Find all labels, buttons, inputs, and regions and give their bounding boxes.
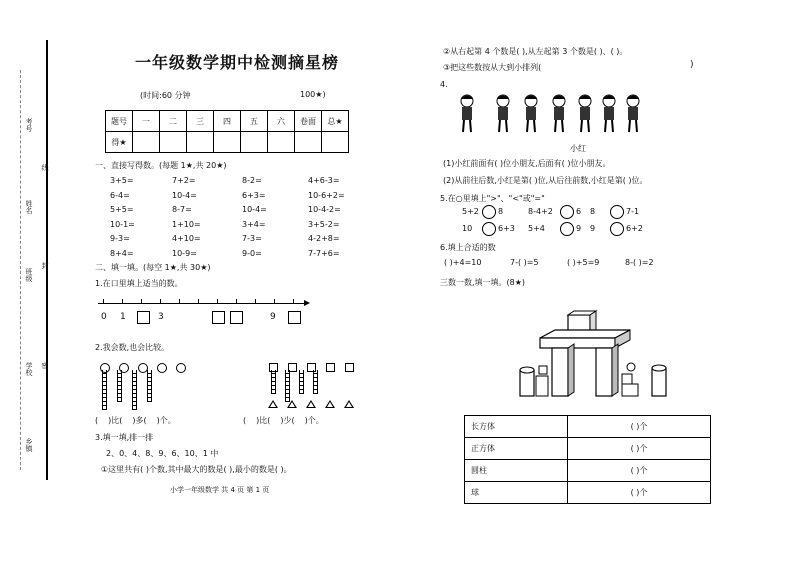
score-cell[interactable] [241,132,268,153]
compare-circle[interactable] [482,222,496,236]
score-cell[interactable] [160,132,187,153]
page-footer: 小学一年级数学 共 4 页 第 1 页 [170,486,270,494]
child-icon [574,93,594,133]
number-line [98,303,308,304]
seal-dashed-line [20,70,21,470]
shape-answer[interactable]: ( )个 [568,416,711,438]
arith-problem[interactable]: 10-4= [242,205,267,214]
nl-label: 9 [270,312,276,322]
tick-mark [179,299,180,304]
arith-problem[interactable]: 8-2= [242,176,262,185]
cylinder-icon [520,370,534,396]
page-title: 一年级数学期中检测摘星榜 [135,53,340,72]
tick-mark [103,299,104,304]
q4-number: 4. [440,80,448,89]
score-header: 三 [187,111,214,132]
nl-label: 0 [101,312,107,322]
label-name: 姓名 [25,200,33,214]
shape-count-table [464,415,711,504]
square-icon [326,363,335,372]
arrow-icon [304,300,310,306]
triangle-icon [268,400,278,408]
triangle-icon [344,400,354,408]
tick-mark [122,299,123,304]
tick-mark [141,299,142,304]
compare-right-term: 6+3 [498,224,515,233]
child-icon [598,93,618,133]
circle-row [100,358,186,377]
compare-left-term: 9 [590,224,596,233]
q6-item[interactable]: 8-( )=2 [625,258,654,267]
nl-label: 1 [120,312,126,322]
kid-label: 小红 [570,144,586,153]
label-line: 线 [41,164,49,171]
arith-problem[interactable]: 7+2= [172,176,196,185]
arith-problem[interactable]: 1+10= [172,219,201,229]
q1-text: 1.在口里填上适当的数。 [95,279,183,288]
score-header: 一 [133,111,160,132]
shape-label: 圆柱 [465,460,568,482]
counter-bar [132,370,137,410]
section1-heading: 一、直接写得数。(每题 1★,共 20★) [95,161,227,170]
total-label: 100★) [300,90,326,99]
compare-left: ( )比( )多( )个。 [95,416,176,425]
arith-problem[interactable]: 4-2+8= [308,234,340,243]
child-icon [456,93,476,133]
compare-right-term: 6 [576,207,582,216]
arith-problem[interactable]: 4+6-3= [308,176,340,185]
arith-problem[interactable]: 9-3= [110,234,130,243]
q4-2: (2)从前往后数,小红是第( )位,从后往前数,小红是第( )位。 [443,176,648,185]
q3-numbers: 2、0、4、8、9、6、10、1 中 [106,449,219,458]
q5-text: 5.在○里填上">"、"<"或"=" [440,194,545,203]
ball-icon [627,363,635,371]
cylinder-top [520,367,534,373]
compare-left-term: 10 [462,224,473,233]
q3-text: 3.填一填,排一排 [95,433,154,442]
arith-problem[interactable]: 10-6+2= [308,190,345,200]
score-header: 五 [241,111,268,132]
compare-right-term: 8 [498,207,504,216]
bracket-close: ) [690,60,694,70]
shape-answer[interactable]: ( )个 [568,460,711,482]
q6-item[interactable]: ( )+5=9 [567,258,600,267]
section2-heading: 二、填一填。(每空 1★,共 30★) [95,263,211,272]
score-header: 题号 [106,111,133,132]
arith-problem[interactable]: 6+3= [242,190,266,200]
label-school: 学校 [25,362,33,376]
label-class: 班级 [25,268,33,282]
label-secret: 密 [41,362,49,369]
score-header: 四 [214,111,241,132]
answer-box[interactable] [212,311,225,324]
compare-left-term: 5+4 [528,224,545,233]
score-cell[interactable] [295,132,322,153]
label-exam-no: 考号 [25,118,33,132]
compare-right-term: 6+2 [626,224,643,233]
triangle-icon [325,400,335,408]
child-icon [548,93,568,133]
small-cube-icon [622,374,632,384]
score-header: 卷面 [295,111,322,132]
small-cube-icon [539,366,547,374]
arith-problem[interactable]: 3+5= [110,176,134,185]
tick-mark [274,299,275,304]
shapes-illustration [510,310,700,400]
shape-answer[interactable]: ( )个 [568,482,711,504]
q3-1: ①这里共有( )个数,其中最大的数是( ),最小的数是( )。 [101,465,292,474]
label-town: 乡镇 [25,438,33,452]
tick-mark [160,299,161,304]
score-cell[interactable] [187,132,214,153]
counter-bar [147,370,152,402]
score-table [105,110,349,153]
cylinder-top [652,365,666,371]
pillar-right-side [612,344,618,396]
pillar-right-icon [596,348,612,396]
label-seal: 封 [41,262,49,269]
triangle-icon [306,400,316,408]
arith-problem[interactable]: 3+5-2= [308,219,340,229]
compare-circle[interactable] [560,222,574,236]
answer-box[interactable] [137,311,150,324]
shape-label: 正方体 [465,438,568,460]
arith-problem[interactable]: 8+4= [110,248,134,258]
arith-problem[interactable]: 3+4= [242,219,266,229]
compare-circle[interactable] [610,205,624,219]
score-row-label: 得★ [106,132,133,153]
counter-bar [299,370,304,394]
compare-right-term: 7-1 [626,207,640,216]
circle-icon [176,363,186,373]
score-cell[interactable] [322,132,349,153]
arith-problem[interactable]: 10-1= [110,219,135,229]
compare-right-term: 9 [576,224,582,233]
compare-left-term: 8-4+2 [528,207,553,216]
arith-problem[interactable]: 6-4= [110,190,130,200]
q6-text: 6.填上合适的数 [440,243,496,252]
arith-problem[interactable]: 8-7= [172,205,192,214]
pillar-left-icon [552,348,568,396]
square-icon [345,363,354,372]
shape-label: 长方体 [465,416,568,438]
arith-problem[interactable]: 10-4= [172,190,197,200]
box-icon [622,384,638,396]
score-header: 二 [160,111,187,132]
score-cell[interactable] [133,132,160,153]
shape-answer[interactable]: ( )个 [568,438,711,460]
counter-bar [117,370,122,402]
q6-item[interactable]: ( )+4=10 [444,258,482,267]
arith-problem[interactable]: 5+5= [110,205,134,214]
arith-problem[interactable]: 10-9= [172,248,197,258]
compare-circle[interactable] [560,205,574,219]
circle-icon [157,363,167,373]
arith-problem[interactable]: 7-7+6= [308,248,340,258]
shape-label: 球 [465,482,568,504]
compare-circle[interactable] [610,222,624,236]
q4-1: (1)小红前面有( )位小朋友,后面有( )位小朋友。 [443,159,611,168]
score-header: 六 [268,111,295,132]
child-icon [622,93,642,133]
binding-line [46,40,48,480]
q2-text: 2.我会数,也会比较。 [95,343,170,352]
compare-right: ( )比( )少( )个。 [243,416,324,425]
arith-problem[interactable]: 10-4-2= [308,205,341,214]
arith-problem[interactable]: 7-3= [242,234,262,243]
arith-problem[interactable]: 4+10= [172,234,201,243]
nl-label: 3 [158,312,164,322]
q7-text: 三数一数,填一填。(8★) [440,278,526,287]
slab-icon [540,338,615,348]
answer-box[interactable] [288,311,301,324]
child-icon [520,93,540,133]
tick-mark [217,299,218,304]
triangle-icon [287,400,297,408]
score-header: 总★ [322,111,349,132]
tick-mark [198,299,199,304]
time-label: (时间:60 分钟 [140,91,191,100]
cylinder-icon [652,368,666,396]
child-icon [492,93,512,133]
counter-bar [102,370,107,410]
score-cell[interactable] [268,132,295,153]
compare-left-term: 5+2 [462,207,479,216]
compare-left-term: 8 [590,207,596,216]
counter-bar [271,370,276,394]
pillar-left-side [568,344,574,396]
box-icon [536,376,548,396]
compare-circle[interactable] [482,205,496,219]
tick-mark [236,299,237,304]
q6-item[interactable]: 7-( )=5 [510,258,539,267]
q3-3: ③把这些数按从大到小排列( [443,63,542,72]
answer-box[interactable] [230,311,243,324]
tick-mark [293,299,294,304]
counter-bar [313,370,318,394]
triangle-row [268,393,354,412]
arith-problem[interactable]: 9-0= [242,248,262,258]
square-row [269,357,354,376]
score-cell[interactable] [214,132,241,153]
q3-2: ②从右起第 4 个数是( ),从左起第 3 个数是( )、( )。 [443,47,628,56]
tick-mark [255,299,256,304]
